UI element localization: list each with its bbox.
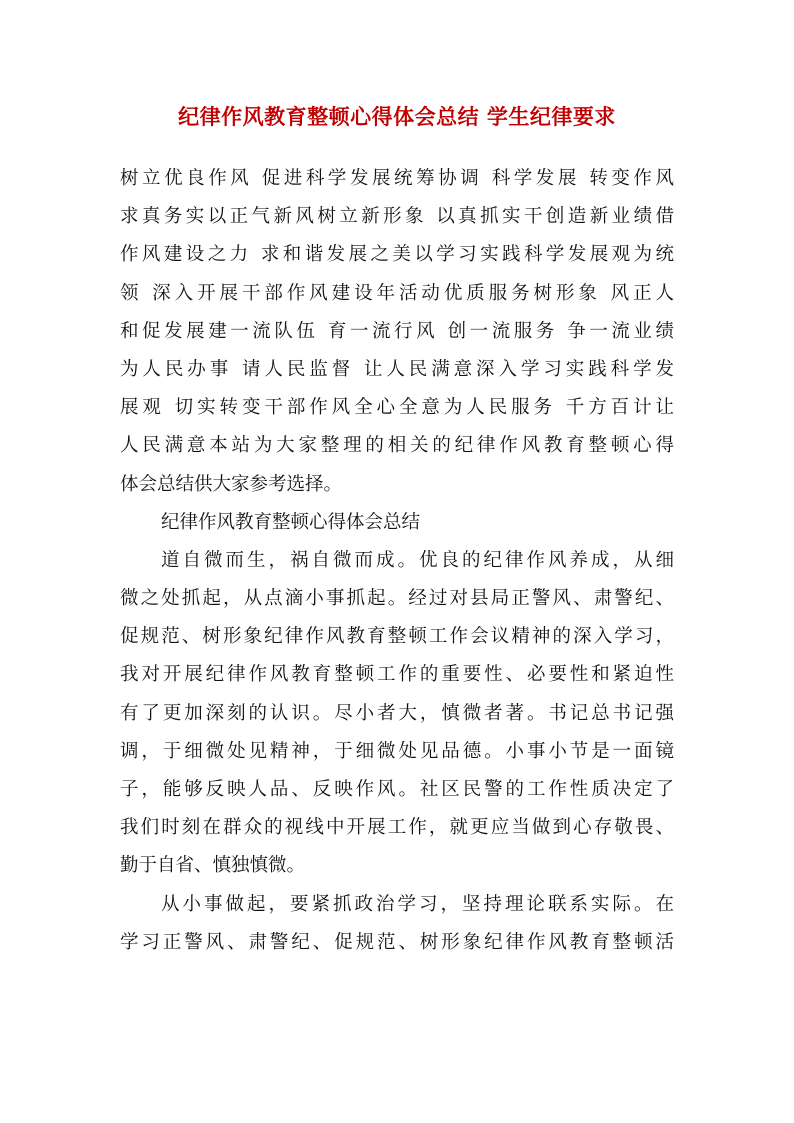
text-line: 体会总结供大家参考选择。 — [120, 473, 343, 495]
text-line: 领 深入开展干部作风建设年活动优质服务树形象 风正人 — [120, 282, 674, 304]
text-line: 子，能够反映人品、反映作风。社区民警的工作性质决定了 — [120, 779, 674, 800]
text-line: 求真务实以正气新风树立新形象 以真抓实干创造新业绩借 — [120, 206, 674, 228]
section-subheading: 纪律作风教育整顿心得体会总结 — [161, 511, 421, 533]
text-line: 调，于细微处见精神，于细微处见品德。小事小节是一面镜 — [120, 740, 674, 762]
text-line: 展观 切实转变干部作风全心全意为人民服务 千方百计让 — [120, 397, 674, 419]
text-line: 学习正警风、肃警纪、促规范、树形象纪律作风教育整顿活 — [120, 931, 674, 953]
text-line: 我们时刻在群众的视线中开展工作，就更应当做到心存敬畏、 — [120, 817, 674, 839]
text-line: 道自微而生，祸自微而成。优良的纪律作风养成，从细 — [161, 549, 674, 571]
paragraph-2 — [120, 886, 674, 962]
text-line: 从小事做起，要紧抓政治学习，坚持理论联系实际。在 — [161, 893, 674, 915]
text-line: 作风建设之力 求和谐发展之美以学习实践科学发展观为统 — [120, 244, 674, 266]
text-line: 树立优良作风 促进科学发展统筹协调 科学发展 转变作风 — [120, 168, 674, 189]
text-line: 勤于自省、慎独慎微。 — [120, 855, 306, 877]
text-line: 微之处抓起，从点滴小事抓起。经过对县局正警风、肃警纪、 — [120, 588, 674, 610]
text-line: 我对开展纪律作风教育整顿工作的重要性、必要性和紧迫性 — [120, 664, 674, 686]
paragraph-1 — [120, 542, 674, 886]
text-line: 促规范、树形象纪律作风教育整顿工作会议精神的深入学习， — [120, 626, 674, 648]
document-title: 纪律作风教育整顿心得体会总结 学生纪律要求 — [178, 104, 616, 129]
document-body — [120, 160, 674, 962]
text-line: 人民满意本站为大家整理的相关的纪律作风教育整顿心得 — [120, 435, 674, 457]
text-line: 和促发展建一流队伍 育一流行风 创一流服务 争一流业绩 — [120, 320, 674, 342]
text-line: 有了更加深刻的认识。尽小者大，慎微者著。书记总书记强 — [120, 702, 674, 724]
intro-paragraph — [120, 160, 674, 504]
text-line: 为人民办事 请人民监督 让人民满意深入学习实践科学发 — [120, 358, 674, 380]
